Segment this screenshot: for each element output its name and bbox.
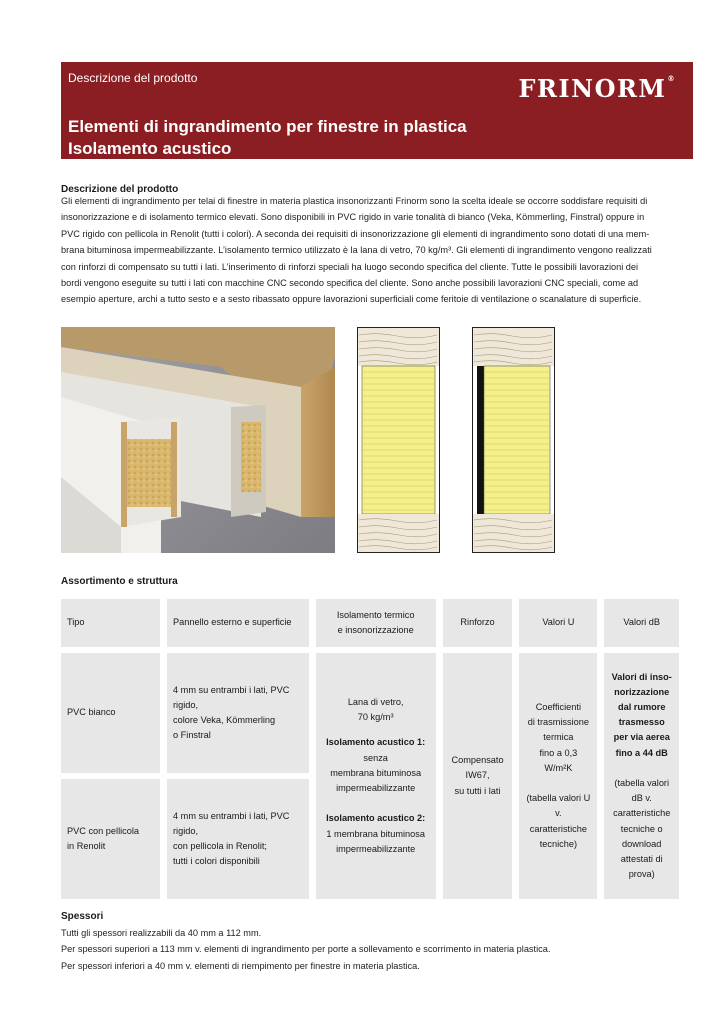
section-diagram-with-membrane [472,327,555,553]
description-line: bordi vengono eseguite su tutti i lati con macchine CNC secondo specifica del cliente. Sono anche possibili lavorazioni CNC speciali, come ad [61,278,639,289]
description-line: brana bituminosa impermeabilizzante. L’isolamento termico utilizzato è la lana di vetro, 70 kg/m³. Gli elementi di ingrandimento vengono realizzati [61,245,652,256]
thickness-line: Tutti gli spessori realizzabili da 40 mm a 112 mm. [61,928,262,938]
col-header-rinforzo: Rinforzo [443,599,512,647]
table-header-row [61,599,679,647]
description-heading: Descrizione del prodotto [61,184,179,195]
col-header-pannello: Pannello esterno e superficie [167,599,309,647]
cell-valori-db [604,653,679,899]
description-text [61,193,693,308]
cell-pannello-pvc-renolit: 4 mm su entrambi i lati, PVC rigido, con pellicola in Renolit; tutti i colori disponibili [167,779,309,899]
cell-rinforzo: Compensato IW67, su tutti i lati [443,653,512,899]
page-title: Elementi di ingrandimento per finestre in plastica [68,117,467,136]
thickness-heading: Spessori [61,911,104,922]
assortment-table [54,593,686,905]
isolamento-lana: Lana di vetro, 70 kg/m³ [347,697,404,723]
thickness-text [61,925,693,974]
assortment-heading: Assortimento e struttura [61,576,178,587]
description-line: Gli elementi di ingrandimento per telai di finestre in materia plastica insonorizzanti Frinorm sono la scelta ideale se occorre soddisfare requisiti di [61,196,648,206]
header-kicker: Descrizione del prodotto [68,71,198,85]
product-photo [61,327,335,553]
valori-u-note: (tabella valori U v. caratteristiche tecniche) [526,793,591,849]
header-banner [61,62,693,159]
page-subtitle: Isolamento acustico [68,139,232,158]
col-header-isolamento: Isolamento termico e insonorizzazione [316,599,436,647]
thickness-line: Per spessori inferiori a 40 mm v. elementi di riempimento per finestre in materia plastica. [61,960,420,971]
valori-db-note: (tabella valori dB v. caratteristiche tecniche o download attestati di prova) [613,777,671,880]
cell-pannello-pvc-bianco: 4 mm su entrambi i lati, PVC rigido, colore Veka, Kömmerling o Finstral [167,653,309,773]
col-header-valori-db: Valori dB [604,599,679,647]
description-line: esempio aperture, archi a tutto sesto e a sesto ribassato oppure lavorazioni superficiali come feritoie di ventilazione o scanalature di superficie. [61,294,642,305]
isolamento-acustico-1-title: Isolamento acustico 1: [326,737,426,748]
valori-u-text: Coefficienti di trasmissione termica fino a 0,3 W/m²K [527,702,589,773]
col-header-valori-u: Valori U [519,599,597,647]
valori-db-text: Valori di inso- norizzazione dal rumore trasmesso per via aerea fino a 44 dB [611,671,672,758]
cell-tipo-pvc-bianco: PVC bianco [61,653,160,773]
description-line: PVC rigido con pellicola in Renolit (tutti i colori). A seconda dei requisiti di insonorizzazione gli elementi di ingrandimento sono dotati di una mem- [61,228,650,239]
description-line: con rinforzi di compensato su tutti i lati. L’inserimento di rinforzi speciali ha luogo secondo specifica del cliente. Tutte le possibili lavorazioni dei [61,261,639,272]
brand-logo: FRINORM® [518,74,676,103]
isolamento-acustico-2-title: Isolamento acustico 2: [326,813,426,824]
isolamento-acustico-2-text: 1 membrana bituminosa impermeabilizzante [326,828,425,854]
description-line: insonorizzazione e di isolamento termico elevati. Sono disponibili in PVC rigido in varie tonalità di bianco (Veka, Kömmerling, Finstral) oppure in [61,212,645,223]
table-row [61,653,679,773]
col-header-tipo: Tipo [61,599,160,647]
cell-tipo-pvc-renolit: PVC con pellicola in Renolit [61,779,160,899]
thickness-line: Per spessori superiori a 113 mm v. elementi di ingrandimento per porte a sollevamento e scorrimento in materia plastica. [61,944,551,955]
cell-isolamento [316,653,436,899]
isolamento-acustico-1-text: senza membrana bituminosa impermeabilizzante [330,752,422,794]
section-diagram-without-membrane [357,327,440,553]
cell-valori-u [519,653,597,899]
